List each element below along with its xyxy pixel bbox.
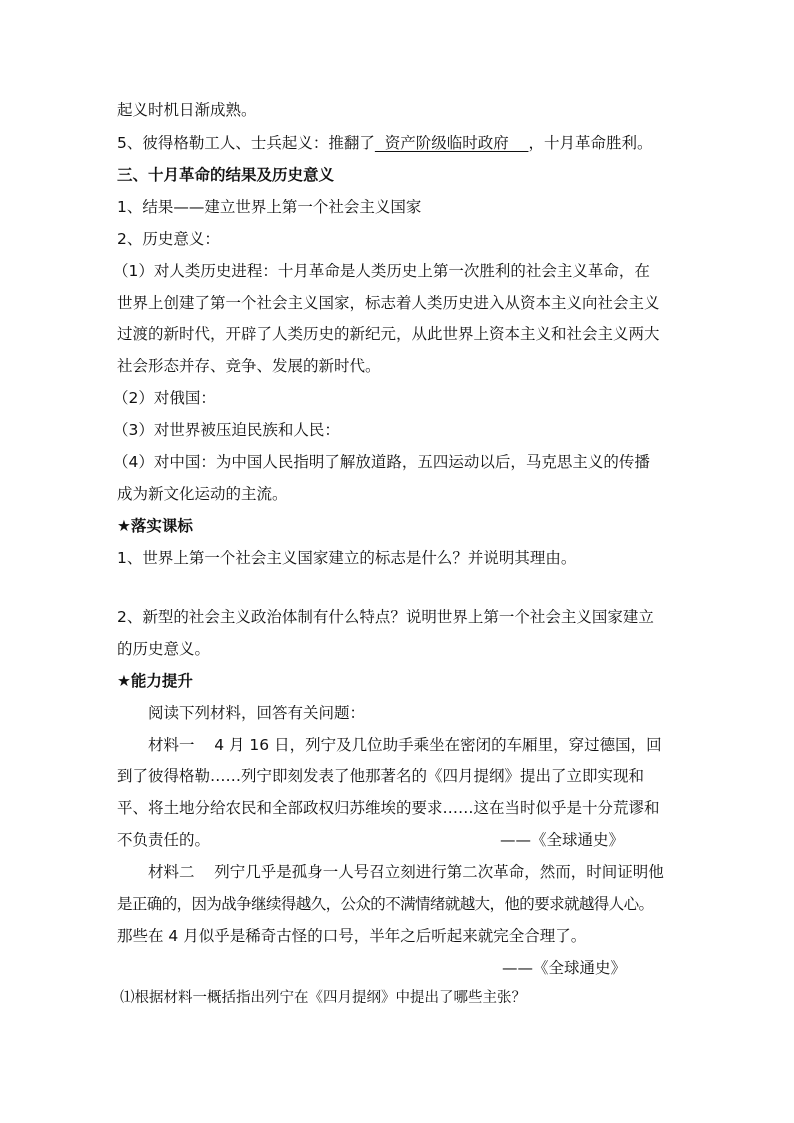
section-heading: ★落实课标 bbox=[117, 517, 193, 535]
question-line: 1、世界上第一个社会主义国家建立的标志是什么？并说明其理由。 bbox=[117, 549, 577, 567]
material-line: 到了彼得格勒……列宁即刻发表了他那著名的《四月提纲》提出了立即实现和 bbox=[117, 767, 645, 785]
question-line: 2、新型的社会主义政治体制有什么特点？说明世界上第一个社会主义国家建立 bbox=[117, 608, 654, 626]
material-source: ——《全球通史》 bbox=[501, 959, 626, 977]
material-line: 材料一 4 月 16 日，列宁及几位助手乘坐在密闭的车厢里，穿过德国，回 bbox=[148, 736, 662, 754]
material-source: ——《全球通史》 bbox=[499, 831, 624, 849]
paragraph-line: 过渡的新时代，开辟了人类历史的新纪元，从此世界上资本主义和社会主义两大 bbox=[117, 325, 660, 343]
paragraph-line: 1、结果——建立世界上第一个社会主义国家 bbox=[117, 198, 422, 216]
paragraph-line: （2）对俄国： bbox=[113, 389, 216, 407]
paragraph-line: 成为新文化运动的主流。 bbox=[117, 485, 288, 503]
material-line: 材料二 列宁几乎是孤身一人号召立刻进行第二次革命，然而，时间证明他 bbox=[148, 863, 664, 881]
underlined-answer: 资产阶级临时政府 bbox=[374, 134, 529, 152]
material-line: 是正确的，因为战争继续得越久，公众的不满情绪就越大，他的要求就越得人心。 bbox=[117, 895, 654, 913]
material-line: 那些在 4 月似乎是稀奇古怪的口号，半年之后听起来就完全合理了。 bbox=[117, 927, 587, 945]
paragraph-line: 世界上创建了第一个社会主义国家，标志着人类历史进入从资本主义向社会主义 bbox=[117, 294, 660, 312]
section-heading: ★能力提升 bbox=[117, 672, 193, 690]
paragraph-line: 2、历史意义： bbox=[117, 230, 220, 248]
paragraph-line: 阅读下列材料，回答有关问题： bbox=[148, 704, 366, 722]
paragraph-line: （3）对世界被压迫民族和人民： bbox=[113, 421, 340, 439]
question-line: ⑴根据材料一概括指出列宁在《四月提纲》中提出了哪些主张？ bbox=[120, 990, 526, 1006]
paragraph-line: （1）对人类历史进程：十月革命是人类历史上第一次胜利的社会主义革命，在 bbox=[113, 262, 650, 280]
material-line: 不负责任的。 bbox=[117, 831, 211, 849]
material-line: 平、将土地分给农民和全部政权归苏维埃的要求……这在当时似乎是十分荒谬和 bbox=[117, 799, 660, 817]
section-heading: 三、十月革命的结果及历史意义 bbox=[117, 166, 335, 184]
line-text: 5、彼得格勒工人、士兵起义：推翻了 bbox=[117, 134, 375, 152]
question-line: 的历史意义。 bbox=[117, 640, 211, 658]
paragraph-line: （4）对中国：为中国人民指明了解放道路，五四运动以后，马克思主义的传播 bbox=[113, 453, 650, 471]
paragraph-line: 起义时机日渐成熟。 bbox=[117, 101, 257, 119]
paragraph-line: 社会形态并存、竞争、发展的新时代。 bbox=[117, 357, 381, 375]
paragraph-line bbox=[117, 133, 687, 153]
line-text: ，十月革命胜利。 bbox=[528, 134, 653, 152]
